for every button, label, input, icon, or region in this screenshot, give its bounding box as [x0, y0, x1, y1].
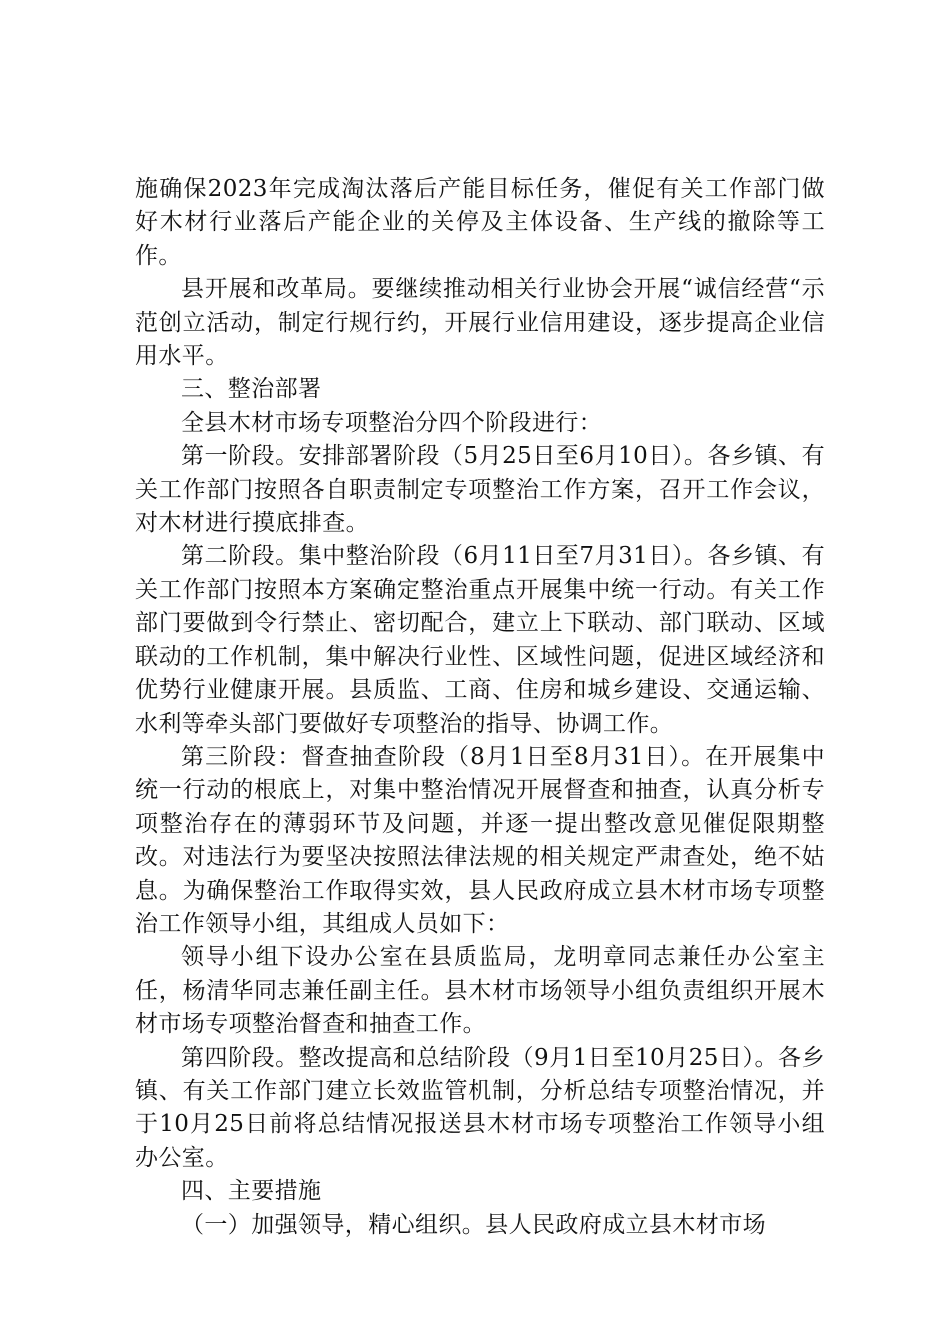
paragraph-stage-three: 第三阶段：督查抽查阶段（8月1日至8月31日）。在开展集中统一行动的根底上，对集中整治情况开展督查和抽查，认真分析专项整治存在的薄弱环节及问题，并逐一提出整改意见催促限期整改。对违法行为要坚决按照法律法规的相关规定严肃查处，绝不姑息。为确保整治工作取得实效，县人民政府成立县木材市场专项整治工作领导小组，其组成人员如下：: [135, 743, 825, 937]
section-heading-main-measures: 四、主要措施: [181, 1178, 322, 1205]
paragraph-measure-one: （一）加强领导，精心组织。县人民政府成立县木材市场: [181, 1211, 766, 1238]
paragraph-leading-group-office: 领导小组下设办公室在县质监局，龙明章同志兼任办公室主任，杨清华同志兼任副主任。县木材市场领导小组负责组织开展木材市场专项整治督查和抽查工作。: [135, 944, 825, 1038]
paragraph-four-stages-intro: 全县木材市场专项整治分四个阶段进行：: [181, 409, 603, 436]
paragraph-continuation: 施确保2023年完成淘汰落后产能目标任务，催促有关工作部门做好木材行业落后产能企业的关停及主体设备、生产线的撤除等工作。: [135, 176, 825, 269]
document-body: [135, 173, 825, 1242]
paragraph-stage-four: 第四阶段。整改提高和总结阶段（9月1日至10月25日）。各乡镇、有关工作部门建立长效监管机制，分析总结专项整治情况，并于10月25日前将总结情况报送县木材市场专项整治工作领导小组办公室。: [135, 1044, 825, 1171]
paragraph-development-reform-bureau: 县开展和改革局。要继续推动相关行业协会开展“诚信经营“示范创立活动，制定行规行约，开展行业信用建设，逐步提高企业信用水平。: [135, 276, 825, 370]
paragraph-stage-one: 第一阶段。安排部署阶段（5月25日至6月10日）。各乡镇、有关工作部门按照各自职责制定专项整治工作方案，召开工作会议，对木材进行摸底排查。: [135, 443, 825, 537]
section-heading-deployment: 三、整治部署: [181, 376, 322, 403]
paragraph-stage-two: 第二阶段。集中整治阶段（6月11日至7月31日）。各乡镇、有关工作部门按照本方案确定整治重点开展集中统一行动。有关工作部门要做到令行禁止、密切配合，建立上下联动、部门联动、区域联动的工作机制，集中解决行业性、区域性问题，促进区域经济和优势行业健康开展。县质监、工商、住房和城乡建设、交通运输、水利等牵头部门要做好专项整治的指导、协调工作。: [135, 543, 825, 737]
